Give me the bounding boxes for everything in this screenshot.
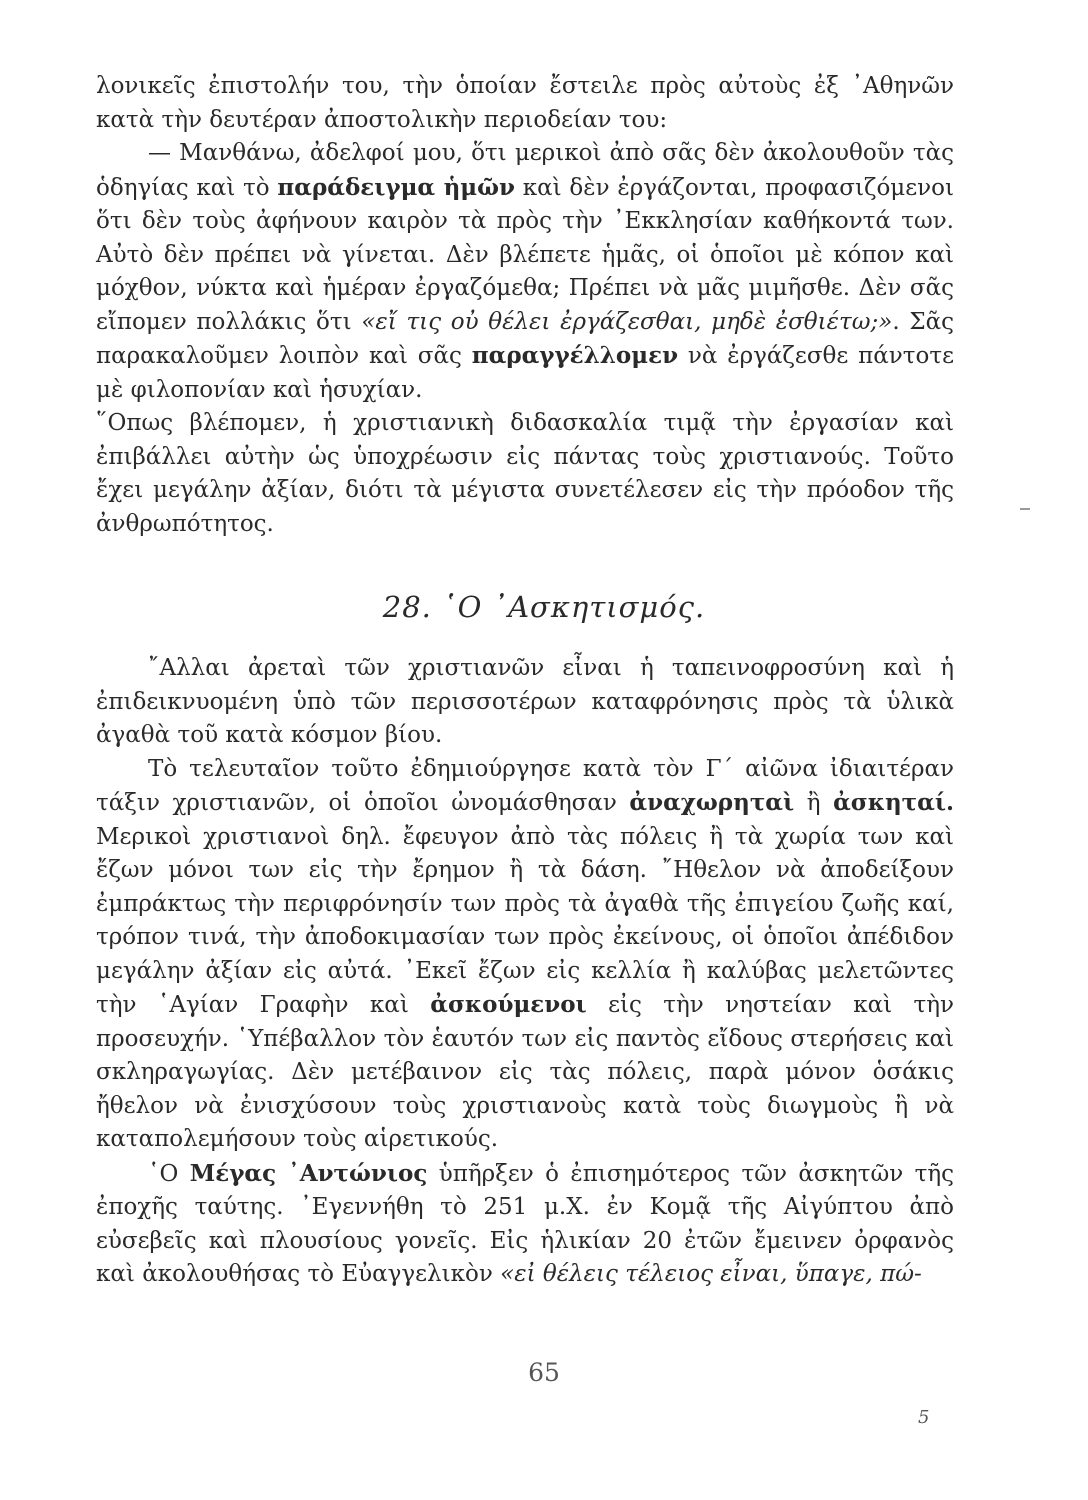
paragraph: ῎Αλλαι ἀρεταὶ τῶν χριστιανῶν εἶναι ἡ ταπεινοφροσύνη καὶ ἡ ἐπιδεικνυομένη ὑπὸ τῶν περισσοτέρων καταφρόνησις πρὸς τὰ ὑλικὰ ἀγαθὰ τοῦ κατὰ κόσμον βίου. (96, 655, 954, 748)
bold-term: ἀσκούμενοι (430, 991, 587, 1018)
text-run: ὑπῆρξεν ὁ ἐπισημότερος τῶν ἀσκητῶν τῆς ἐποχῆς ταύτης. ᾿Εγεννήθη τὸ 251 μ.Χ. ἐν Κομᾷ τῆς Αἰγύπτου ἀπὸ εὐσεβεῖς καὶ πλουσίους γονεῖς. Εἰς ἡλικίαν 20 ἐτῶν ἔμεινεν ὀρφανὸς καὶ ἀκολουθήσας τὸ Εὐαγγελικὸν (96, 1160, 955, 1287)
text-run: Τὸ τελευταῖον τοῦτο ἐδημιούργησε κατὰ τὸν Γ´ αἰῶνα ἰδιαιτέραν τάξιν χριστιανῶν, οἱ ὁποῖοι ὠνομάσθησαν (96, 755, 954, 816)
bold-term: Μέγας ᾿Αντώνιος (189, 1159, 428, 1187)
section-heading: 28. ῾Ο ᾿Ασκητισμός. (382, 590, 706, 624)
text-block-top (96, 70, 954, 541)
bold-term: παράδειγμα ἡμῶν (277, 173, 515, 201)
paragraph (96, 753, 954, 1157)
bold-term: ἀναχωρηταὶ (629, 789, 795, 816)
text-run: καὶ δὲν ἐργάζονται, προφασιζόμενοι ὅτι δὲν τοὺς ἀφήνουν καιρὸν τὰ πρὸς τὴν ᾿Εκκλησίαν καθήκοντά των. Αὐτὸ δὲν πρέπει νὰ γίνεται. Δὲν βλέπετε ἡμᾶς, οἱ ὁποῖοι μὲ κόπον καὶ μόχθον, νύκτα καὶ ἡμέραν ἐργαζόμεθα; Πρέπει νὰ μᾶς μιμῆσθε. Δὲν σᾶς εἴπομεν πολλάκις ὅτι (96, 174, 954, 335)
text-run: ῾Ο (148, 1160, 190, 1187)
text-block-bottom (96, 652, 954, 1292)
margin-mark (1020, 508, 1030, 510)
page-number: 65 (528, 1358, 560, 1387)
italic-quote: «εἴ τις οὐ θέλει ἐργάζεσθαι, μηδὲ ἐσθιέτω;» (361, 308, 893, 335)
paragraph (96, 1157, 954, 1292)
paragraph-quote (96, 137, 954, 407)
italic-quote: «εἰ θέλεις τέλειος εἶναι, ὕπαγε, πώ- (500, 1261, 922, 1287)
text-run: εἰς τὴν νηστείαν καὶ τὴν προσευχήν. ῾Υπέβαλλον τὸν ἑαυτόν των εἰς παντὸς εἴδους στερήσεις καὶ σκληραγωγίας. Δὲν μετέβαινον εἰς τὰς πόλεις, παρὰ μόνον ὁσάκις ἤθελον νὰ ἐνισχύσουν τοὺς χριστιανοὺς κατὰ τοὺς διωγμοὺς ἢ νὰ καταπολεμήσουν τοὺς αἱρετικούς. (96, 992, 955, 1152)
paragraph-conclusion: ῞Οπως βλέπομεν, ἡ χριστιανικὴ διδασκαλία τιμᾷ τὴν ἐργασίαν καὶ ἐπιβάλλει αὐτὴν ὡς ὑποχρέωσιν εἰς πάντας τοὺς χριστιανούς. Τοῦτο ἔχει μεγάλην ἀξίαν, διότι τὰ μέγιστα συνετέλεσεν εἰς τὴν πρόοδον τῆς ἀνθρωπότητος. (96, 410, 954, 537)
text-run: — Μανθάνω, ἀδελφοί μου, ὅτι μερικοὶ ἀπὸ σᾶς δὲν ἀκολουθοῦν τὰς ὁδηγίας καὶ τὸ (96, 140, 954, 201)
bold-term: ἀσκηταί. (833, 789, 954, 816)
signature-mark: 5 (918, 1407, 930, 1428)
paragraph-continuation: λονικεῖς ἐπιστολήν του, τὴν ὁποίαν ἔστειλε πρὸς αὐτοὺς ἐξ ᾿Αθηνῶν κατὰ τὴν δευτέραν ἀποστολικὴν περιοδείαν του: (96, 73, 954, 133)
text-run: Μερικοὶ χριστιανοὶ δηλ. ἔφευγον ἀπὸ τὰς πόλεις ἢ τὰ χωρία των καὶ ἔζων μόνοι των εἰς τὴν ἔρημον ἢ τὰ δάση. ῎Ηθελον νὰ ἀποδείξουν ἐμπράκτως τὴν περιφρόνησίν των πρὸς τὰ ἀγαθὰ τῆς ἐπιγείου ζωῆς καί, τρόπον τινά, τὴν ἀποδοκιμασίαν των πρὸς ἐκείνους, οἱ ὁποῖοι ἀπέδιδον μεγάλην ἀξίαν εἰς αὐτά. ᾿Εκεῖ ἔζων εἰς κελλία ἢ καλύβας μελετῶντες τὴν ῾Αγίαν Γραφὴν καὶ (96, 823, 954, 1018)
text-run: . Σᾶς παρακαλοῦμεν λοιπὸν καὶ σᾶς (96, 308, 954, 369)
text-run: νὰ ἐργάζεσθε πάντοτε μὲ φιλοπονίαν καὶ ἡσυχίαν. (96, 343, 954, 403)
text-run: ἢ (794, 790, 834, 816)
bold-term: παραγγέλλομεν (471, 342, 679, 369)
